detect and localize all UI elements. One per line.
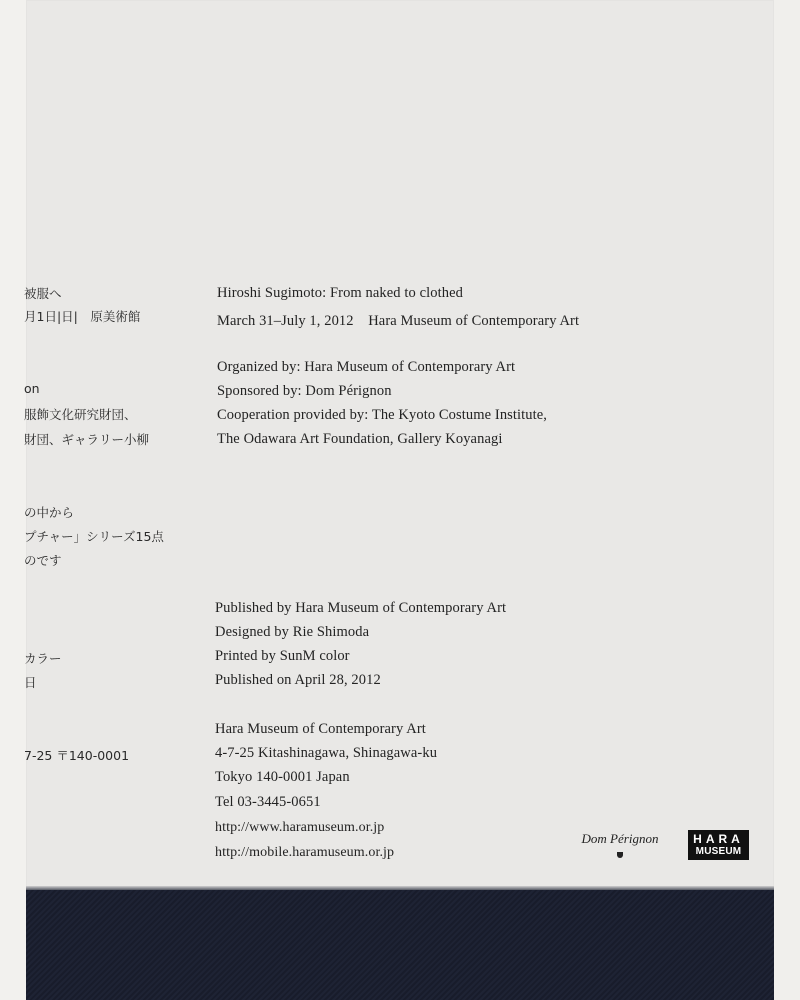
- jp-dates-fragment: 月1日|日| 原美術館: [24, 309, 141, 324]
- designed-by: Designed by Rie Shimoda: [215, 624, 370, 640]
- website-url[interactable]: http://www.haramuseum.or.jp: [215, 820, 385, 835]
- jp-description-fragment-1: の中から: [24, 505, 75, 520]
- jp-cooperation-fragment-1: 服飾文化研究財団、: [24, 407, 137, 422]
- hara-museum-logo: [688, 830, 749, 860]
- jp-sponsor-fragment: on: [24, 381, 40, 396]
- dom-perignon-logo: [578, 830, 662, 858]
- jp-title-fragment: 被服へ: [24, 286, 62, 301]
- address-line-1: 4-7-25 Kitashinagawa, Shinagawa-ku: [215, 745, 438, 761]
- telephone: Tel 03-3445-0651: [215, 794, 321, 810]
- cooperation-line-1: Cooperation provided by: The Kyoto Costume Institute,: [217, 407, 548, 423]
- hara-logo-line-2: MUSEUM: [695, 846, 742, 857]
- exhibition-title: Hiroshi Sugimoto: From naked to clothed: [217, 285, 463, 301]
- museum-name: Hara Museum of Contemporary Art: [215, 721, 426, 737]
- jp-printer-fragment: カラー: [24, 651, 62, 666]
- jp-description-fragment-2: プチャー」シリーズ15点: [24, 529, 164, 544]
- sponsored-by: Sponsored by: Dom Pérignon: [217, 383, 392, 399]
- jp-description-fragment-3: のです: [24, 553, 62, 568]
- published-on: Published on April 28, 2012: [215, 672, 381, 688]
- dom-perignon-shield-icon: [617, 852, 623, 858]
- cooperation-line-2: The Odawara Art Foundation, Gallery Koyanagi: [217, 431, 503, 447]
- jp-date-fragment: 日: [24, 675, 37, 690]
- right-backdrop: [774, 0, 800, 1000]
- exhibition-dates-venue: March 31–July 1, 2012 Hara Museum of Contemporary Art: [217, 313, 580, 329]
- jp-cooperation-fragment-2: 財団、ギャラリー小柳: [24, 432, 150, 447]
- printed-by: Printed by SunM color: [215, 648, 350, 664]
- mobile-website-url[interactable]: http://mobile.haramuseum.or.jp: [215, 845, 395, 860]
- published-by: Published by Hara Museum of Contemporary Art: [215, 600, 507, 616]
- organized-by: Organized by: Hara Museum of Contemporary Art: [217, 359, 516, 375]
- jp-address-fragment: 7-25 〒140-0001: [24, 748, 130, 763]
- hara-logo-line-1: HARA: [693, 832, 744, 846]
- dark-fabric-background: [26, 890, 774, 1000]
- address-line-2: Tokyo 140-0001 Japan: [215, 769, 350, 785]
- left-backdrop: [0, 0, 26, 1000]
- dom-perignon-wordmark: Dom Pérignon: [581, 831, 659, 846]
